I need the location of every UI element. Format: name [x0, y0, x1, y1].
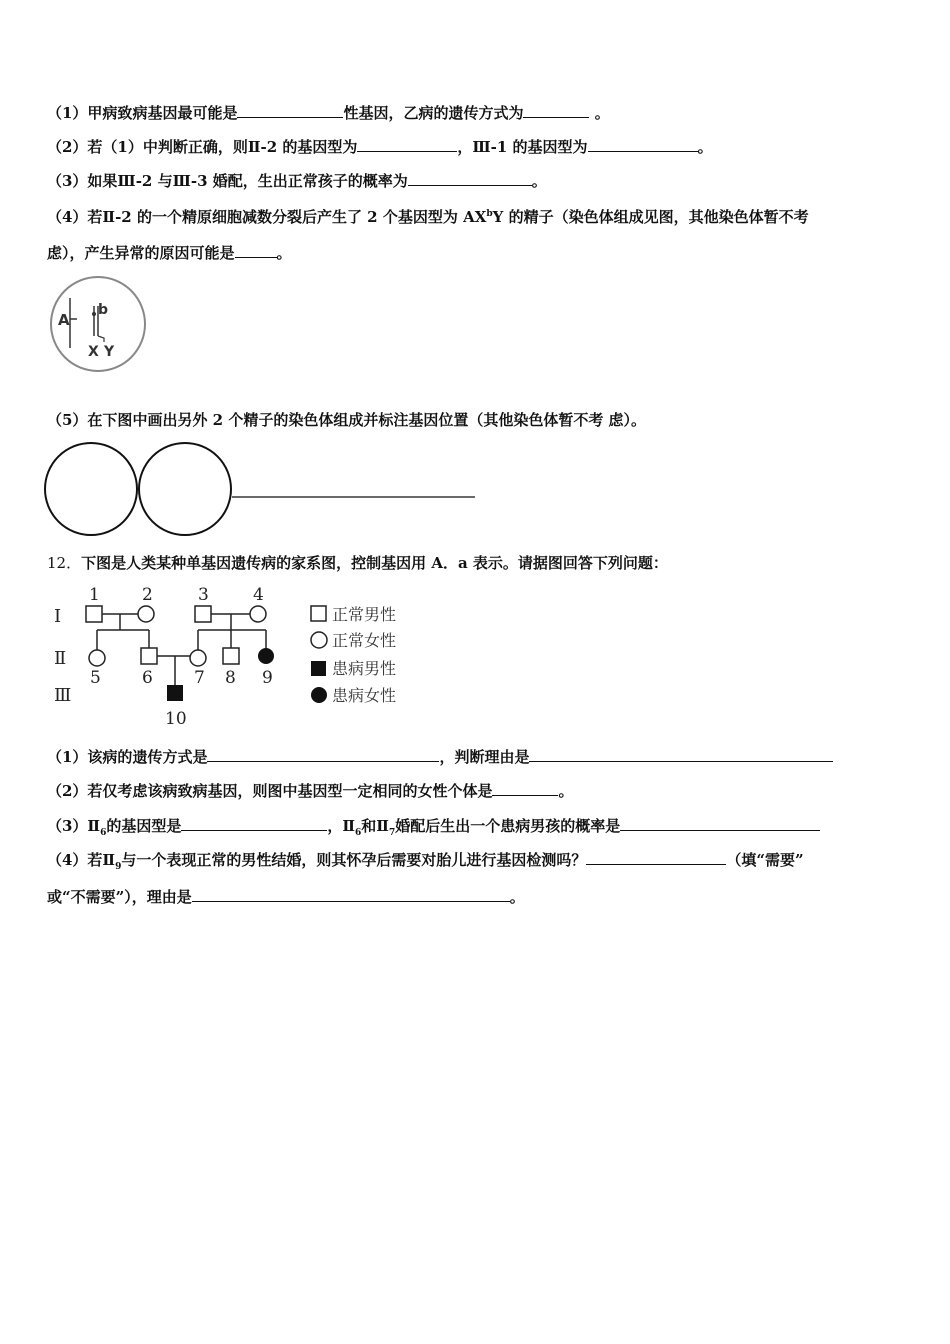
gene-label-A: A — [58, 311, 70, 329]
answer-blank[interactable] — [586, 849, 726, 865]
individual-number: 6 — [142, 668, 153, 688]
legend-label: 患病男性 — [332, 659, 397, 678]
q11-part4-cont: 虑），产生异常的原因可能是 。 — [47, 244, 292, 262]
centromere — [92, 312, 96, 316]
pedigree-legend — [311, 605, 396, 705]
q11-part4: （4）若Ⅱ-2 的一个精原细胞减数分裂后产生了 2 个基因型为 $AX^bY$ 的精子（染色体组成见图，其他染色体暂不考 — [47, 208, 809, 226]
individual-number: 7 — [194, 668, 205, 688]
legend-label: 正常女性 — [332, 631, 397, 650]
chrom-label-Y: Y — [104, 344, 115, 360]
individual-4-female — [250, 606, 266, 622]
q12-part1: （1）该病的遗传方式是 ，判断理由是 — [47, 746, 833, 767]
individual-10-affected-male — [167, 685, 183, 701]
individual-9-affected-female — [258, 648, 274, 664]
chrom-label-X: X — [88, 344, 99, 360]
gene-label-b: b — [98, 302, 109, 318]
individual-number: 1 — [89, 585, 100, 605]
individual-number: 3 — [198, 585, 209, 605]
answer-blank[interactable] — [408, 170, 532, 186]
answer-blank[interactable] — [207, 746, 439, 762]
generation-label: Ⅰ — [54, 606, 62, 627]
individual-number: 8 — [225, 668, 236, 688]
generation-label: Ⅲ — [54, 685, 72, 706]
q12-part3: $(3)Ⅱ_6$的基因型是 ，$Ⅱ_6$和$Ⅱ_7$婚配后生出一个患病男孩的概率是 — [47, 815, 820, 843]
q11-part1: （1）甲病致病基因最可能是 性基因，乙病的遗传方式为 。 — [47, 104, 610, 122]
answer-blank[interactable] — [235, 242, 277, 258]
q11-part3: （3）如果Ⅲ-2 与Ⅲ-3 婚配，生出正常孩子的概率为 。 — [47, 172, 547, 190]
q12-part4-cont: 或“不需要”），理由是 。 — [47, 888, 525, 906]
legend-affected-female-icon — [311, 687, 327, 703]
drawing-area[interactable] — [44, 440, 484, 540]
individual-number: 9 — [262, 668, 273, 688]
answer-blank[interactable] — [529, 746, 833, 762]
individual-2-female — [138, 606, 154, 622]
sperm-cell-figure — [48, 276, 150, 372]
answer-blank[interactable] — [492, 780, 558, 796]
individual-7-female — [190, 650, 206, 666]
answer-blank[interactable] — [523, 102, 589, 118]
q11-part2: （2）若（1）中判断正确，则Ⅱ-2 的基因型为 ，Ⅲ-1 的基因型为 。 — [47, 138, 713, 156]
answer-blank[interactable] — [237, 102, 343, 118]
answer-blank[interactable] — [588, 136, 698, 152]
legend-affected-male-icon — [311, 661, 326, 676]
legend-normal-male-icon — [311, 606, 326, 621]
individual-6-male — [141, 648, 157, 664]
individual-5-female — [89, 650, 105, 666]
generation-label: Ⅱ — [54, 648, 67, 669]
legend-normal-female-icon — [311, 632, 327, 648]
answer-blank[interactable] — [192, 886, 510, 902]
individual-number: 2 — [142, 585, 153, 605]
individual-number: 5 — [90, 668, 101, 688]
q11-part5: （5）在下图中画出另外 2 个精子的染色体组成并标注基因位置（其他染色体暂不考 虑）。 — [47, 411, 647, 429]
individual-1-male — [86, 606, 102, 622]
answer-blank[interactable] — [357, 136, 457, 152]
sperm-drawing-circle[interactable] — [45, 443, 137, 535]
individual-8-male — [223, 648, 239, 664]
sperm-drawing-circle[interactable] — [139, 443, 231, 535]
q12-intro: 12．下图是人类某种单基因遗传病的家系图，控制基因用 A．a 表示。请据图回答下列问题： — [47, 554, 668, 572]
individual-number: 10 — [165, 709, 187, 729]
q12-part4: （4）若$Ⅱ_9$与一个表现正常的男性结婚，则其怀孕后需要对胎儿进行基因检测吗？ （填“需要” — [47, 851, 804, 872]
pedigree-chart — [50, 582, 430, 730]
individual-number: 4 — [253, 585, 264, 605]
individual-3-male — [195, 606, 211, 622]
legend-label: 正常男性 — [332, 605, 397, 624]
answer-blank[interactable] — [181, 815, 327, 831]
q12-part2: （2）若仅考虑该病致病基因，则图中基因型一定相同的女性个体是 。 — [47, 782, 574, 800]
answer-blank[interactable] — [620, 815, 820, 831]
legend-label: 患病女性 — [332, 686, 397, 705]
